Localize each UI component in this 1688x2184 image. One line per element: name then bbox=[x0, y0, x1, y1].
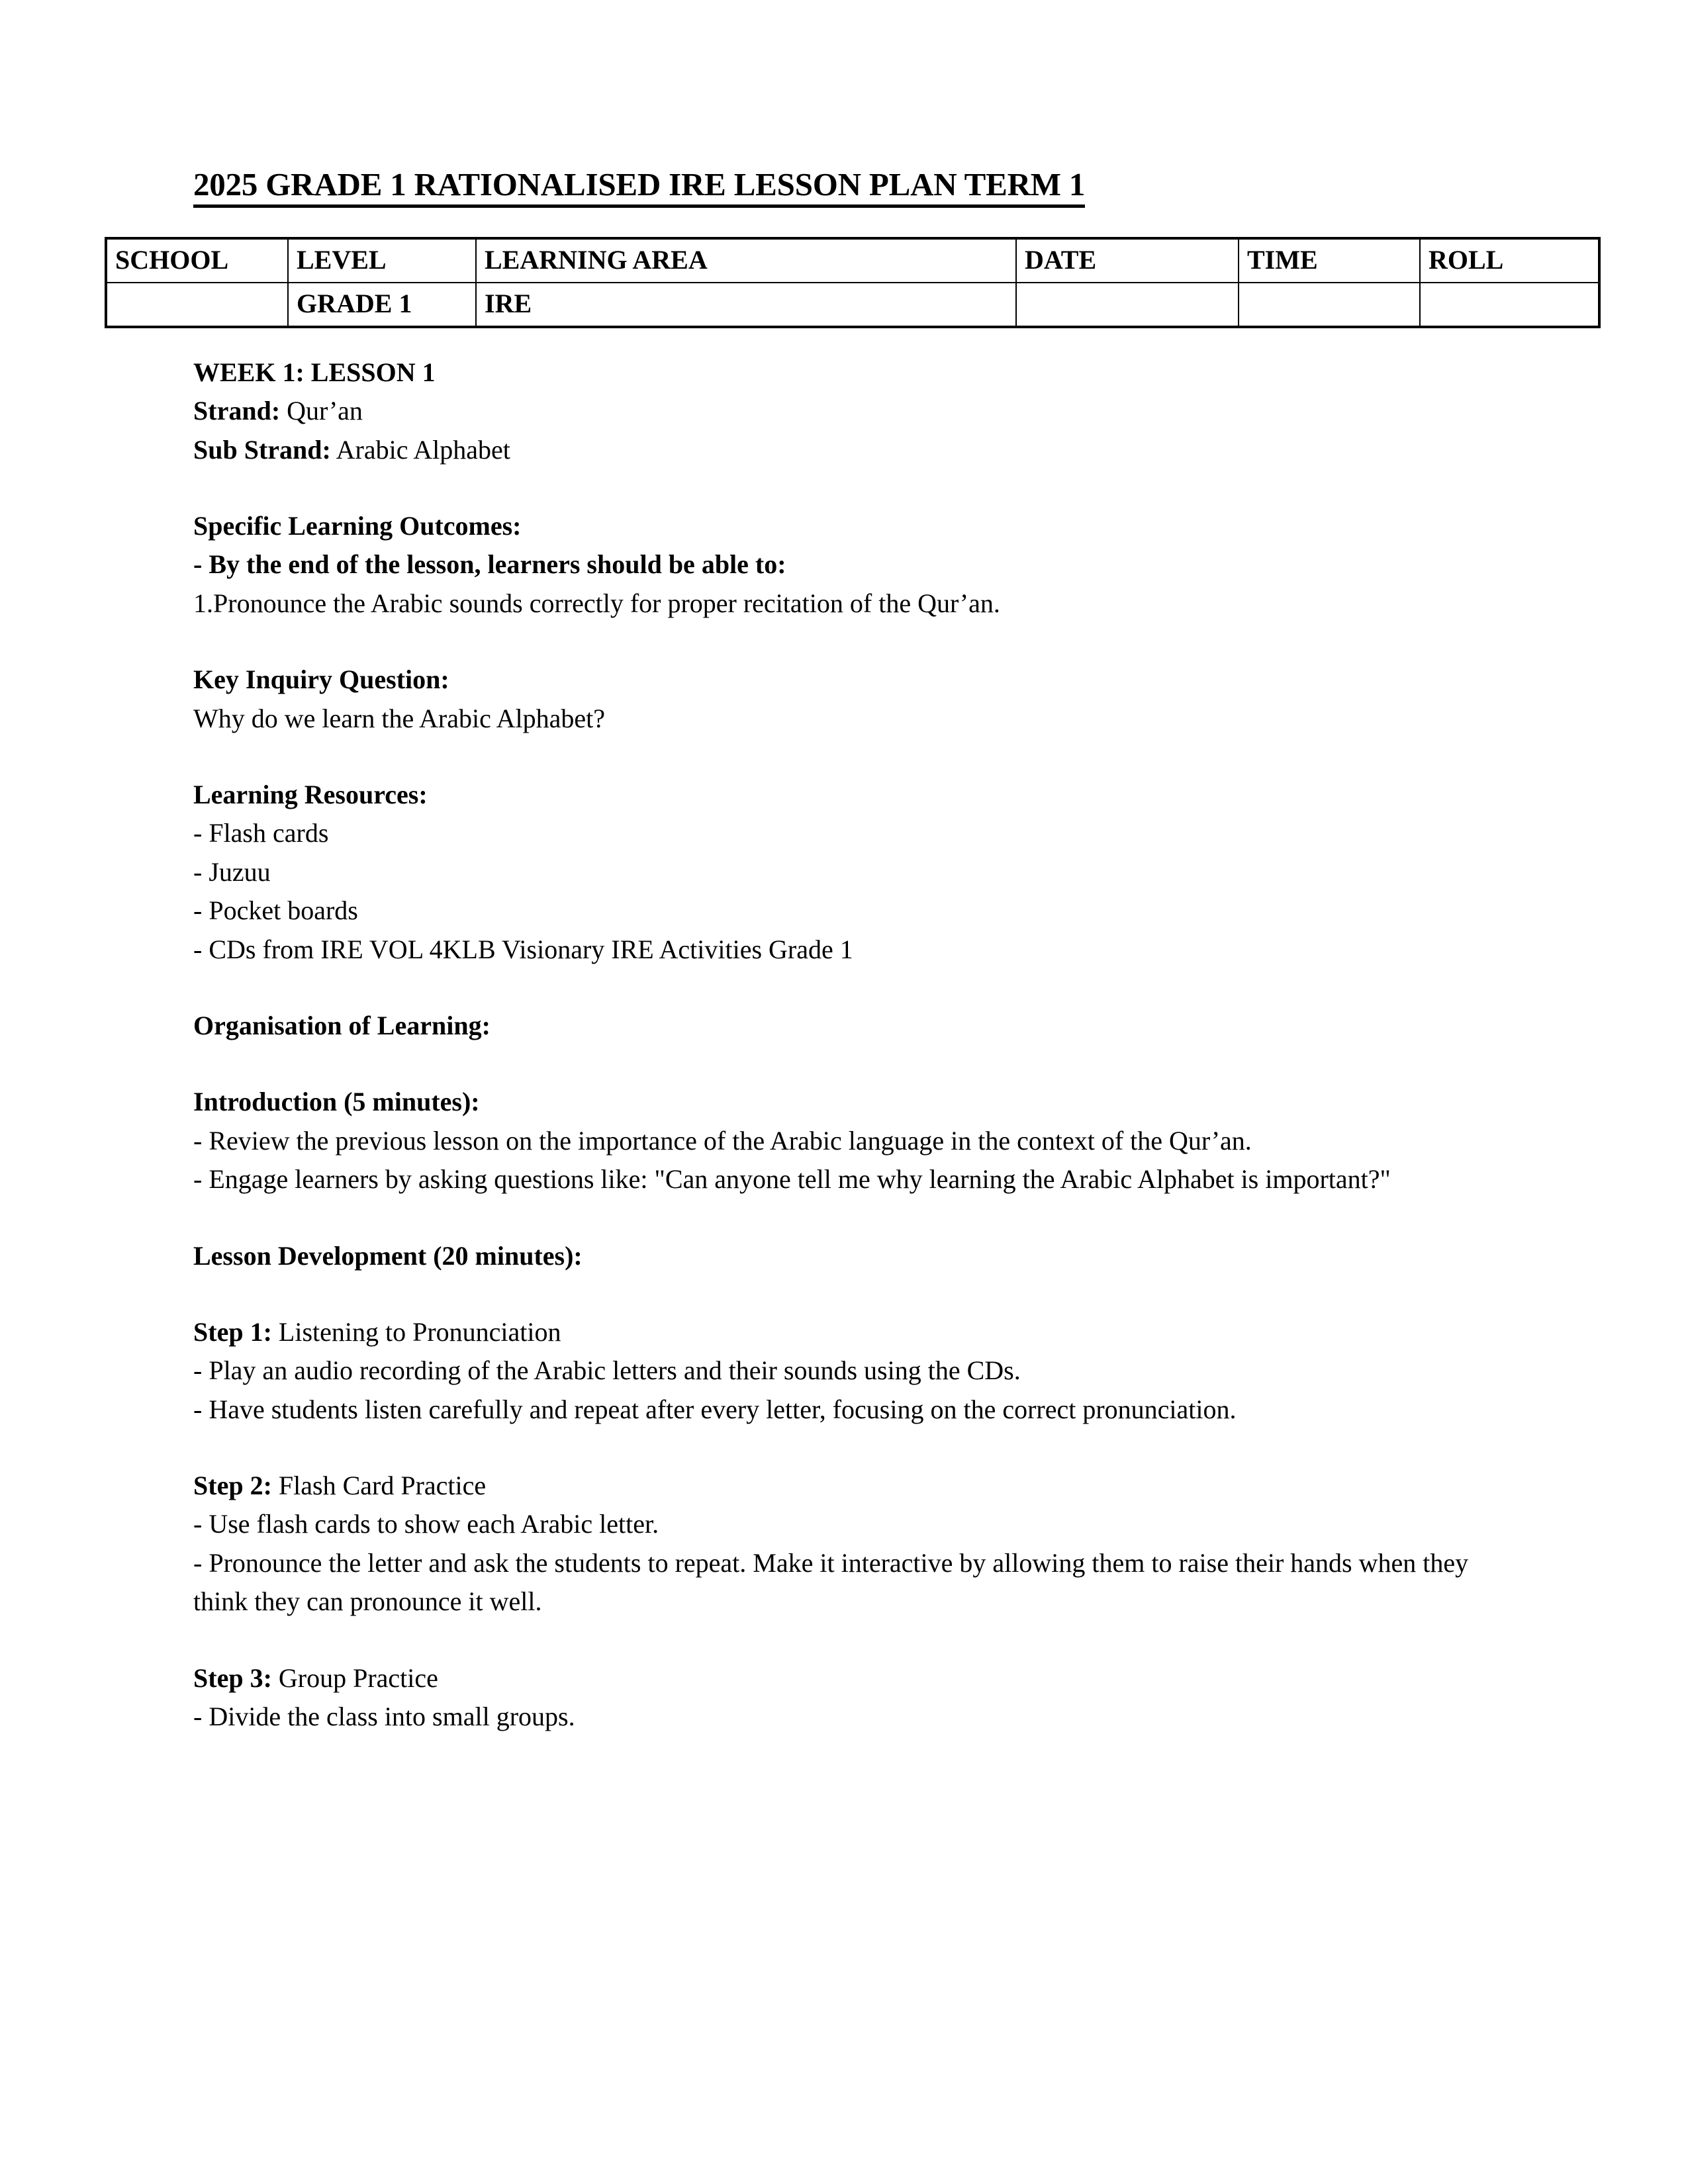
table-header-learning-area: LEARNING AREA bbox=[476, 238, 1016, 283]
outcomes-heading: Specific Learning Outcomes: bbox=[193, 511, 522, 541]
table-header-school: SCHOOL bbox=[106, 238, 288, 283]
table-cell-learning-area[interactable]: IRE bbox=[476, 283, 1016, 327]
table-cell-time[interactable] bbox=[1239, 283, 1420, 327]
resource-item: - Flash cards bbox=[193, 818, 329, 848]
step-1-label: Step 1: bbox=[193, 1316, 272, 1347]
table-header-time: TIME bbox=[1239, 238, 1420, 283]
page-title: 2025 GRADE 1 RATIONALISED IRE LESSON PLAN TERM 1 bbox=[193, 167, 1085, 208]
table-header-roll: ROLL bbox=[1420, 238, 1599, 283]
table-cell-level[interactable]: GRADE 1 bbox=[288, 283, 476, 327]
spacer bbox=[193, 1429, 1489, 1467]
spacer bbox=[193, 738, 1489, 776]
introduction-item: - Review the previous lesson on the importance of the Arabic language in the context of the Qur’an. bbox=[193, 1125, 1252, 1156]
table-cell-roll[interactable] bbox=[1420, 283, 1599, 327]
spacer bbox=[193, 1621, 1489, 1659]
resource-item: - Juzuu bbox=[193, 856, 271, 887]
sub-strand-line bbox=[193, 431, 1489, 469]
step-2-item: - Use flash cards to show each Arabic letter. bbox=[193, 1509, 659, 1539]
inquiry-heading: Key Inquiry Question: bbox=[193, 664, 449, 695]
step-3-item: - Divide the class into small groups. bbox=[193, 1702, 575, 1732]
spacer bbox=[193, 1045, 1489, 1083]
sub-strand-value: Arabic Alphabet bbox=[336, 434, 510, 465]
outcomes-intro: - By the end of the lesson, learners should be able to: bbox=[193, 549, 786, 580]
spacer bbox=[193, 969, 1489, 1007]
introduction-item: - Engage learners by asking questions like: "Can anyone tell me why learning the Arabic Alphabet is important?" bbox=[193, 1164, 1391, 1195]
introduction-heading: Introduction (5 minutes): bbox=[193, 1087, 480, 1117]
week-lesson-heading: WEEK 1: LESSON 1 bbox=[193, 357, 436, 387]
table-header-date: DATE bbox=[1016, 238, 1239, 283]
strand-line bbox=[193, 392, 1489, 430]
step-3-title: Group Practice bbox=[278, 1662, 438, 1693]
table-header-level: LEVEL bbox=[288, 238, 476, 283]
strand-value: Qur’an bbox=[287, 396, 363, 426]
spacer bbox=[193, 623, 1489, 660]
inquiry-question: Why do we learn the Arabic Alphabet? bbox=[193, 703, 605, 733]
development-heading: Lesson Development (20 minutes): bbox=[193, 1240, 583, 1271]
outcome-item: 1.Pronounce the Arabic sounds correctly for proper recitation of the Qur’an. bbox=[193, 588, 1000, 618]
resource-item: - Pocket boards bbox=[193, 895, 358, 926]
resources-heading: Learning Resources: bbox=[193, 780, 428, 809]
step-1-item: - Have students listen carefully and repeat after every letter, focusing on the correct pronunciation. bbox=[193, 1394, 1237, 1424]
step-1-title-line bbox=[193, 1313, 1489, 1351]
step-3-title-line bbox=[193, 1659, 1489, 1698]
lesson-info-table bbox=[105, 237, 1601, 328]
spacer bbox=[193, 1275, 1489, 1313]
step-2-label: Step 2: bbox=[193, 1471, 272, 1501]
step-3-label: Step 3: bbox=[193, 1662, 272, 1693]
table-header-row bbox=[106, 238, 1599, 283]
spacer bbox=[193, 469, 1489, 507]
spacer bbox=[193, 1199, 1489, 1237]
step-1-title: Listening to Pronunciation bbox=[278, 1316, 561, 1347]
step-2-title: Flash Card Practice bbox=[278, 1471, 487, 1501]
organisation-heading: Organisation of Learning: bbox=[193, 1010, 491, 1040]
lesson-plan-body bbox=[193, 353, 1489, 1737]
step-2-title-line bbox=[193, 1467, 1489, 1505]
sub-strand-label: Sub Strand: bbox=[193, 434, 331, 465]
step-2-item: - Pronounce the letter and ask the students to repeat. Make it interactive by allowing them to raise their hands when they think they can pronounce it well. bbox=[193, 1547, 1469, 1617]
table-cell-date[interactable] bbox=[1016, 283, 1239, 327]
step-1-item: - Play an audio recording of the Arabic letters and their sounds using the CDs. bbox=[193, 1355, 1021, 1386]
table-cell-school[interactable] bbox=[106, 283, 288, 327]
resource-item: - CDs from IRE VOL 4KLB Visionary IRE Activities Grade 1 bbox=[193, 934, 853, 964]
title-container bbox=[193, 167, 1489, 237]
table-row bbox=[106, 283, 1599, 327]
strand-label: Strand: bbox=[193, 396, 281, 426]
